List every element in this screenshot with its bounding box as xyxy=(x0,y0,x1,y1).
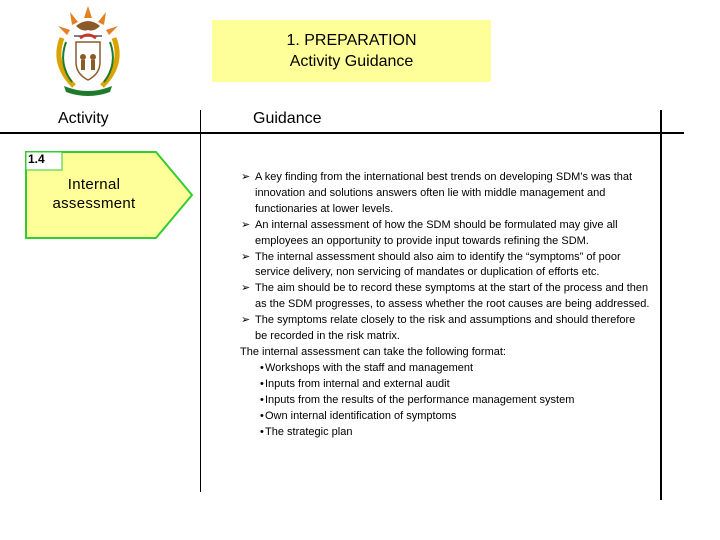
format-intro: The internal assessment can take the following format: xyxy=(240,345,506,358)
activity-label-line1: Internal xyxy=(67,176,121,193)
bullet-dot-icon: • xyxy=(260,377,264,390)
column-divider-left xyxy=(200,110,201,492)
bullet-dot-icon: • xyxy=(260,393,264,406)
header-divider xyxy=(0,132,684,134)
bullet-dot-icon: • xyxy=(260,409,264,422)
format-list xyxy=(240,361,650,441)
guidance-bullet: ➢ The symptoms relate closely to the risk and assumptions and should therefore be recorded in the risk matrix. xyxy=(241,314,636,343)
column-divider-right xyxy=(660,110,662,500)
bullet-dot-icon: • xyxy=(260,361,264,374)
page-title: 1. PREPARATION xyxy=(286,32,417,49)
guidance-text xyxy=(240,170,650,440)
activity-label xyxy=(40,175,148,213)
arrow-bullet-icon: ➢ xyxy=(241,314,251,327)
list-item: • Workshops with the staff and management xyxy=(260,361,650,377)
arrow-bullet-icon: ➢ xyxy=(241,282,251,295)
column-header-guidance: Guidance xyxy=(253,110,322,127)
arrow-bullet-icon: ➢ xyxy=(241,250,251,263)
guidance-bullet: ➢ The aim should be to record these symptoms at the start of the process and then as the SDM progresses, to assess whether the root causes are being addressed. xyxy=(241,282,650,311)
page-subtitle: Activity Guidance xyxy=(289,53,414,70)
list-item: • Inputs from internal and external audit xyxy=(260,377,650,393)
guidance-bullet: ➢ A key finding from the international best trends on developing SDM’s was that innovation and solutions answers often lie with middle management and functionaries at lower levels. xyxy=(241,171,633,215)
arrow-bullet-icon: ➢ xyxy=(241,218,251,231)
column-header-activity: Activity xyxy=(58,110,109,127)
arrow-bullet-icon: ➢ xyxy=(241,171,251,183)
list-item: • The strategic plan xyxy=(260,425,650,441)
title-box xyxy=(212,20,491,82)
bullet-dot-icon: • xyxy=(260,425,264,438)
guidance-bullet: ➢ The internal assessment should also aim to identify the “symptoms” of poor service delivery, non servicing of mandates or duplication of efforts etc. xyxy=(241,250,621,279)
guidance-bullet: ➢ An internal assessment of how the SDM should be formulated may give all employees an opportunity to provide input towards refining the SDM. xyxy=(241,218,618,247)
activity-number: 1.4 xyxy=(28,152,45,166)
coat-of-arms-icon xyxy=(46,2,130,96)
list-item: • Own internal identification of symptoms xyxy=(260,409,650,425)
activity-label-line2: assessment xyxy=(52,195,136,212)
list-item: • Inputs from the results of the performance management system xyxy=(260,393,650,409)
